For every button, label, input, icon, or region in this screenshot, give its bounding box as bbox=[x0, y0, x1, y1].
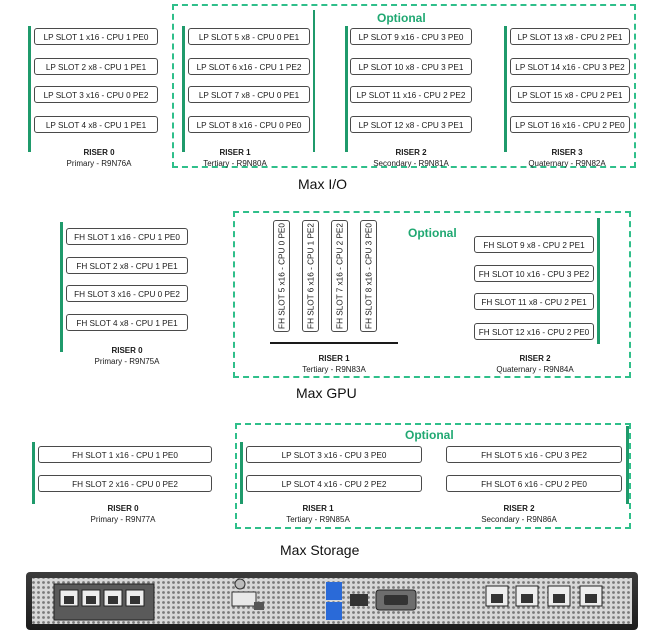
riser-name: RISER 1 bbox=[302, 504, 334, 513]
riser-name: RISER 0 bbox=[107, 504, 139, 513]
riser-sub: Primary - R9N76A bbox=[66, 159, 132, 168]
riser-name: RISER 1 bbox=[318, 354, 350, 363]
server-rear-panel-image bbox=[26, 570, 644, 632]
slot-gpu-12: FH SLOT 12 x16 - CPU 2 PE0 bbox=[474, 323, 594, 340]
section-title-max-storage: Max Storage bbox=[280, 542, 360, 558]
riser-bar bbox=[240, 442, 243, 504]
riser-label-io-1 bbox=[180, 147, 290, 169]
riser-label-gpu-2 bbox=[480, 353, 590, 375]
slot-st-5: FH SLOT 5 x16 - CPU 3 PE2 bbox=[446, 446, 622, 463]
slot-io-8: LP SLOT 8 x16 - CPU 0 PE0 bbox=[188, 116, 310, 133]
slot-st-3: LP SLOT 3 x16 - CPU 3 PE0 bbox=[246, 446, 422, 463]
slot-io-16: LP SLOT 16 x16 - CPU 2 PE0 bbox=[510, 116, 630, 133]
riser-sub: Primary - R9N77A bbox=[90, 515, 156, 524]
slot-io-5: LP SLOT 5 x8 - CPU 0 PE1 bbox=[188, 28, 310, 45]
slot-st-6: FH SLOT 6 x16 - CPU 2 PE0 bbox=[446, 475, 622, 492]
riser-bar bbox=[32, 442, 35, 504]
slot-gpu-9: FH SLOT 9 x8 - CPU 2 PE1 bbox=[474, 236, 594, 253]
slot-gpu-2: FH SLOT 2 x8 - CPU 1 PE1 bbox=[66, 257, 188, 274]
slot-io-12: LP SLOT 12 x8 - CPU 3 PE1 bbox=[350, 116, 472, 133]
riser-label-gpu-1 bbox=[279, 353, 389, 375]
optional-label-io: Optional bbox=[377, 11, 426, 25]
riser-label-st-2 bbox=[464, 503, 574, 525]
slot-io-15: LP SLOT 15 x8 - CPU 2 PE1 bbox=[510, 86, 630, 103]
slot-gpu-8 bbox=[360, 220, 377, 332]
riser-bar bbox=[597, 218, 600, 344]
riser-bar bbox=[182, 26, 185, 152]
riser-bar bbox=[28, 26, 31, 152]
slot-io-4: LP SLOT 4 x8 - CPU 1 PE1 bbox=[34, 116, 158, 133]
slot-st-4: LP SLOT 4 x16 - CPU 2 PE2 bbox=[246, 475, 422, 492]
riser-sub: Tertiary - R9N83A bbox=[302, 365, 366, 374]
riser-sub: Tertiary - R9N80A bbox=[203, 159, 267, 168]
slot-label: FH SLOT 5 x16 - CPU 0 PE0 bbox=[277, 223, 286, 329]
riser-label-st-0 bbox=[68, 503, 178, 525]
riser-label-st-1 bbox=[263, 503, 373, 525]
slot-gpu-1: FH SLOT 1 x16 - CPU 1 PE0 bbox=[66, 228, 188, 245]
slot-gpu-5 bbox=[273, 220, 290, 332]
section-title-max-gpu: Max GPU bbox=[296, 385, 357, 401]
riser-sub: Quaternary - R9N82A bbox=[528, 159, 606, 168]
optional-label-gpu: Optional bbox=[408, 226, 457, 240]
riser-label-io-3 bbox=[512, 147, 622, 169]
slot-gpu-4: FH SLOT 4 x8 - CPU 1 PE1 bbox=[66, 314, 188, 331]
slot-io-13: LP SLOT 13 x8 - CPU 2 PE1 bbox=[510, 28, 630, 45]
slot-io-1: LP SLOT 1 x16 - CPU 1 PE0 bbox=[34, 28, 158, 45]
slot-io-11: LP SLOT 11 x16 - CPU 2 PE2 bbox=[350, 86, 472, 103]
slot-gpu-6 bbox=[302, 220, 319, 332]
riser-label-io-2 bbox=[356, 147, 466, 169]
slot-label: FH SLOT 6 x16 - CPU 1 PE2 bbox=[306, 223, 315, 329]
riser-sub: Primary - R9N75A bbox=[94, 357, 160, 366]
riser-name: RISER 3 bbox=[551, 148, 583, 157]
slot-io-2: LP SLOT 2 x8 - CPU 1 PE1 bbox=[34, 58, 158, 75]
riser-divider bbox=[313, 10, 315, 152]
slot-io-3: LP SLOT 3 x16 - CPU 0 PE2 bbox=[34, 86, 158, 103]
riser-sub: Secondary - R9N86A bbox=[481, 515, 557, 524]
slot-label: FH SLOT 8 x16 - CPU 3 PE0 bbox=[364, 223, 373, 329]
riser-sub: Quaternary - R9N84A bbox=[496, 365, 574, 374]
riser-name: RISER 0 bbox=[83, 148, 115, 157]
riser-bar bbox=[60, 222, 63, 352]
slot-st-2: FH SLOT 2 x16 - CPU 0 PE2 bbox=[38, 475, 212, 492]
slot-io-10: LP SLOT 10 x8 - CPU 3 PE1 bbox=[350, 58, 472, 75]
optional-label-storage: Optional bbox=[405, 428, 454, 442]
slot-st-1: FH SLOT 1 x16 - CPU 1 PE0 bbox=[38, 446, 212, 463]
slot-label: FH SLOT 7 x16 - CPU 2 PE2 bbox=[335, 223, 344, 329]
slot-io-14: LP SLOT 14 x16 - CPU 3 PE2 bbox=[510, 58, 630, 75]
riser-sub: Secondary - R9N81A bbox=[373, 159, 449, 168]
riser-name: RISER 2 bbox=[503, 504, 535, 513]
riser-name: RISER 2 bbox=[395, 148, 427, 157]
section-title-max-io: Max I/O bbox=[298, 176, 348, 192]
riser-name: RISER 0 bbox=[111, 346, 143, 355]
slot-io-6: LP SLOT 6 x16 - CPU 1 PE2 bbox=[188, 58, 310, 75]
riser-bar bbox=[345, 26, 348, 152]
riser-name: RISER 2 bbox=[519, 354, 551, 363]
slot-gpu-7 bbox=[331, 220, 348, 332]
slot-gpu-10: FH SLOT 10 x16 - CPU 3 PE2 bbox=[474, 265, 594, 282]
riser-bar bbox=[270, 342, 398, 344]
slot-io-9: LP SLOT 9 x16 - CPU 3 PE0 bbox=[350, 28, 472, 45]
riser-name: RISER 1 bbox=[219, 148, 251, 157]
riser-bar bbox=[504, 26, 507, 152]
riser-bar bbox=[626, 426, 629, 504]
slot-gpu-11: FH SLOT 11 x8 - CPU 2 PE1 bbox=[474, 293, 594, 310]
slot-gpu-3: FH SLOT 3 x16 - CPU 0 PE2 bbox=[66, 285, 188, 302]
slot-io-7: LP SLOT 7 x8 - CPU 0 PE1 bbox=[188, 86, 310, 103]
riser-label-io-0 bbox=[44, 147, 154, 169]
riser-sub: Tertiary - R9N85A bbox=[286, 515, 350, 524]
riser-label-gpu-0 bbox=[72, 345, 182, 367]
